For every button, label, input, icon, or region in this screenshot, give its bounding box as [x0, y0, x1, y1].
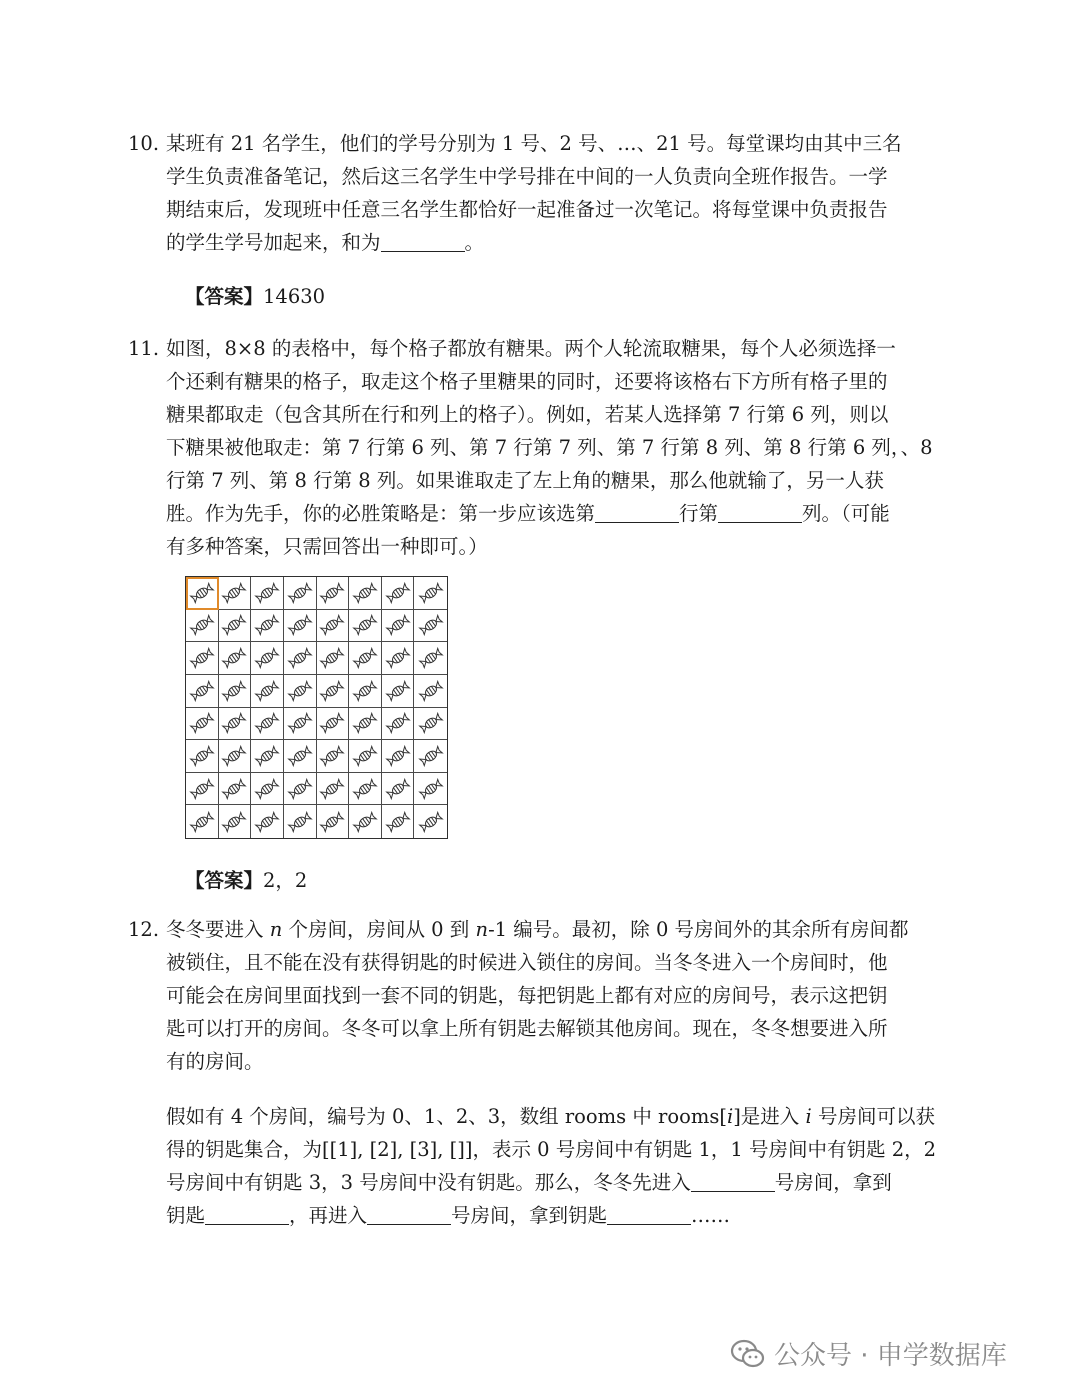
text-line	[166, 1166, 958, 1199]
grid-cell	[414, 773, 447, 806]
grid-cell	[219, 610, 252, 643]
answer-label: 【答案】	[185, 285, 264, 308]
candy-icon	[220, 777, 248, 801]
grid-cell	[251, 773, 284, 806]
grid-cell	[414, 642, 447, 675]
grid-cell	[414, 805, 447, 838]
candy-icon	[253, 711, 281, 735]
candy-icon	[318, 581, 346, 605]
candy-icon	[417, 810, 445, 834]
text-line: 被锁住，且不能在没有获得钥匙的时候进入锁住的房间。当冬冬进入一个房间时，他	[166, 951, 888, 974]
grid-cell	[284, 740, 317, 773]
candy-icon	[286, 613, 314, 637]
candy-icon	[384, 613, 412, 637]
grid-cell	[284, 610, 317, 643]
question-number: 11.	[128, 337, 160, 360]
question-10	[128, 127, 958, 259]
candy-icon	[253, 646, 281, 670]
candy-icon	[286, 777, 314, 801]
grid-cell	[317, 577, 350, 610]
candy-icon	[417, 744, 445, 768]
watermark-text: 公众号 · 申学数据库	[774, 1341, 1007, 1371]
text-segment: ，再进入	[289, 1204, 368, 1227]
answer-blank-col[interactable]	[718, 500, 802, 523]
grid-cell	[382, 675, 415, 708]
candy-icon	[188, 581, 216, 605]
text-segment: 假如有 4 个房间，编号为 0、1、2、3，数组 rooms 中 rooms[	[166, 1105, 727, 1128]
grid-cell	[414, 740, 447, 773]
grid-cell	[382, 610, 415, 643]
grid-cell	[186, 740, 219, 773]
grid-cell	[251, 642, 284, 675]
candy-icon	[318, 679, 346, 703]
candy-icon	[318, 744, 346, 768]
candy-icon	[384, 711, 412, 735]
candy-icon	[351, 744, 379, 768]
text-line: 某班有 21 名学生，他们的学号分别为 1 号、2 号、…、21 号。每堂课均由其中三名	[166, 132, 902, 155]
text-segment: 。	[464, 231, 485, 254]
candy-icon	[253, 810, 281, 834]
grid-cell	[284, 805, 317, 838]
text-line: 糖果都取走（包含其所在行和列上的格子）。例如，若某人选择第 7 行第 6 列，则以	[166, 403, 889, 426]
candy-icon	[220, 711, 248, 735]
candy-icon	[417, 613, 445, 637]
answer-value: 2，2	[263, 869, 308, 892]
candy-icon	[253, 777, 281, 801]
text-line: 匙可以打开的房间。冬冬可以拿上所有钥匙去解锁其他房间。现在，冬冬想要进入所	[166, 1017, 888, 1040]
grid-cell	[414, 577, 447, 610]
grid-cell	[382, 805, 415, 838]
text-segment: -1 编号。最初，除 0 号房间外的其余所有房间都	[488, 918, 909, 941]
candy-icon	[351, 711, 379, 735]
candy-icon	[318, 810, 346, 834]
candy-icon	[286, 581, 314, 605]
grid-cell	[349, 740, 382, 773]
candy-icon	[351, 679, 379, 703]
grid-cell	[284, 675, 317, 708]
question-number: 10.	[128, 132, 160, 155]
answer-11	[185, 864, 307, 897]
text-segment: ]是进入	[733, 1105, 800, 1128]
candy-icon	[253, 744, 281, 768]
grid-cell	[284, 577, 317, 610]
text-line: 有的房间。	[166, 1050, 264, 1073]
grid-cell	[317, 740, 350, 773]
candy-icon	[188, 810, 216, 834]
text-segment: 的学生学号加起来，和为	[166, 231, 381, 254]
candy-icon	[384, 581, 412, 605]
grid-cell	[349, 708, 382, 741]
grid-cell	[186, 773, 219, 806]
text-line	[166, 226, 958, 259]
candy-icon	[286, 810, 314, 834]
answer-value: 14630	[263, 285, 326, 308]
grid-cell	[219, 577, 252, 610]
grid-cell	[219, 642, 252, 675]
candy-icon	[286, 646, 314, 670]
text-segment: 胜。作为先手，你的必胜策略是：第一步应该选第	[166, 502, 596, 525]
candy-icon	[384, 679, 412, 703]
text-segment: 行第	[679, 502, 719, 525]
candy-icon	[220, 679, 248, 703]
grid-cell	[349, 642, 382, 675]
candy-icon	[351, 613, 379, 637]
grid-cell	[219, 675, 252, 708]
grid-cell	[317, 675, 350, 708]
candy-icon	[318, 777, 346, 801]
candy-icon	[286, 744, 314, 768]
grid-cell	[186, 610, 219, 643]
candy-icon	[220, 646, 248, 670]
text-line	[166, 1199, 958, 1232]
grid-cell	[186, 805, 219, 838]
text-segment: 号房间中有钥匙 3，3 号房间中没有钥匙。那么，冬冬先进入	[166, 1171, 691, 1194]
grid-cell	[382, 577, 415, 610]
grid-cell	[219, 805, 252, 838]
grid-cell	[186, 708, 219, 741]
grid-cell	[349, 577, 382, 610]
grid-cell	[251, 610, 284, 643]
wechat-icon	[730, 1339, 766, 1369]
candy-icon	[253, 679, 281, 703]
candy-icon	[417, 711, 445, 735]
grid-cell	[317, 642, 350, 675]
question-11	[128, 332, 958, 563]
grid-cell	[251, 708, 284, 741]
answer-blank-row[interactable]	[595, 500, 679, 523]
candy-icon	[417, 679, 445, 703]
variable-i: i	[726, 1105, 734, 1128]
grid-cell	[382, 773, 415, 806]
answer-10	[185, 280, 325, 313]
candy-icon	[220, 581, 248, 605]
grid-cell	[317, 610, 350, 643]
text-line: 有多种答案，只需回答出一种即可。）	[166, 535, 488, 558]
answer-blank[interactable]	[691, 1169, 775, 1192]
answer-blank[interactable]	[205, 1202, 289, 1225]
grid-cell	[349, 805, 382, 838]
grid-cell	[414, 675, 447, 708]
grid-cell	[317, 805, 350, 838]
text-line: 可能会在房间里面找到一套不同的钥匙，每把钥匙上都有对应的房间号，表示这把钥	[166, 984, 888, 1007]
candy-icon	[253, 581, 281, 605]
candy-icon	[188, 744, 216, 768]
candy-icon	[188, 679, 216, 703]
text-segment: 冬冬要进入	[166, 918, 264, 941]
candy-icon	[417, 777, 445, 801]
candy-icon	[220, 744, 248, 768]
grid-cell	[251, 577, 284, 610]
answer-blank[interactable]	[381, 229, 465, 252]
candy-icon	[351, 581, 379, 605]
watermark	[730, 1335, 1007, 1372]
text-line: 得的钥匙集合，为[[1], [2], [3], []]，表示 0 号房间中有钥匙 1，1 号房间中有钥匙 2，2	[166, 1138, 937, 1161]
grid-cell	[219, 773, 252, 806]
candy-icon	[384, 810, 412, 834]
candy-icon	[384, 646, 412, 670]
grid-cell	[349, 610, 382, 643]
candy-icon	[286, 711, 314, 735]
candy-icon	[188, 646, 216, 670]
grid-cell	[186, 675, 219, 708]
candy-icon	[220, 613, 248, 637]
grid-cell	[219, 708, 252, 741]
variable-i: i	[805, 1105, 812, 1128]
candy-icon	[384, 744, 412, 768]
candy-icon	[318, 711, 346, 735]
candy-icon	[286, 679, 314, 703]
candy-icon	[188, 613, 216, 637]
variable-n: n	[475, 918, 489, 941]
grid-cell	[382, 740, 415, 773]
answer-blank[interactable]	[607, 1202, 691, 1225]
grid-cell	[284, 642, 317, 675]
text-segment: 号房间可以获	[817, 1105, 935, 1128]
grid-cell	[414, 708, 447, 741]
grid-cell	[317, 708, 350, 741]
grid-cell	[186, 577, 219, 610]
candy-grid	[185, 576, 448, 839]
text-line: 如图，8×8 的表格中，每个格子都放有糖果。两个人轮流取糖果，每个人必须选择一	[166, 337, 896, 360]
grid-cell	[251, 740, 284, 773]
grid-cell	[251, 675, 284, 708]
candy-icon	[351, 810, 379, 834]
grid-cell	[414, 610, 447, 643]
text-line: 下糖果被他取走：第 7 行第 6 列、第 7 行第 7 列、第 7 行第 8 列、第 8 行第 6 列，、8	[166, 436, 933, 459]
candy-icon	[417, 646, 445, 670]
answer-label: 【答案】	[185, 869, 264, 892]
grid-cell	[186, 642, 219, 675]
text-segment: 号房间，拿到	[774, 1171, 892, 1194]
question-12	[128, 913, 958, 1232]
text-line: 行第 7 列、第 8 行第 8 列。如果谁取走了左上角的糖果，那么他就输了，另一人获	[166, 469, 884, 492]
grid-cell	[349, 675, 382, 708]
candy-icon	[351, 777, 379, 801]
grid-cell	[349, 773, 382, 806]
text-segment: ……	[691, 1204, 731, 1227]
text-segment: 列。（可能	[802, 502, 890, 525]
candy-icon	[318, 646, 346, 670]
text-segment: 号房间，拿到钥匙	[451, 1204, 608, 1227]
candy-icon	[417, 581, 445, 605]
candy-icon	[188, 711, 216, 735]
grid-cell	[284, 708, 317, 741]
text-line: 学生负责准备笔记，然后这三名学生中学号排在中间的一人负责向全班作报告。一学	[166, 165, 888, 188]
grid-cell	[382, 642, 415, 675]
candy-icon	[220, 810, 248, 834]
text-line	[166, 1100, 958, 1133]
text-segment: 钥匙	[166, 1204, 206, 1227]
question-number: 12.	[128, 918, 160, 941]
candy-icon	[351, 646, 379, 670]
candy-icon	[188, 777, 216, 801]
text-line	[166, 913, 958, 946]
grid-cell	[382, 708, 415, 741]
text-line: 期结束后，发现班中任意三名学生都恰好一起准备过一次笔记。将每堂课中负责报告	[166, 198, 888, 221]
grid-cell	[284, 773, 317, 806]
text-segment: 个房间，房间从 0 到	[288, 918, 470, 941]
grid-cell	[317, 773, 350, 806]
candy-icon	[318, 613, 346, 637]
answer-blank[interactable]	[367, 1202, 451, 1225]
text-line	[166, 497, 958, 530]
candy-icon	[253, 613, 281, 637]
grid-cell	[219, 740, 252, 773]
variable-n: n	[269, 918, 283, 941]
candy-icon	[384, 777, 412, 801]
grid-cell	[251, 805, 284, 838]
text-line: 个还剩有糖果的格子，取走这个格子里糖果的同时，还要将该格右下方所有格子里的	[166, 370, 888, 393]
